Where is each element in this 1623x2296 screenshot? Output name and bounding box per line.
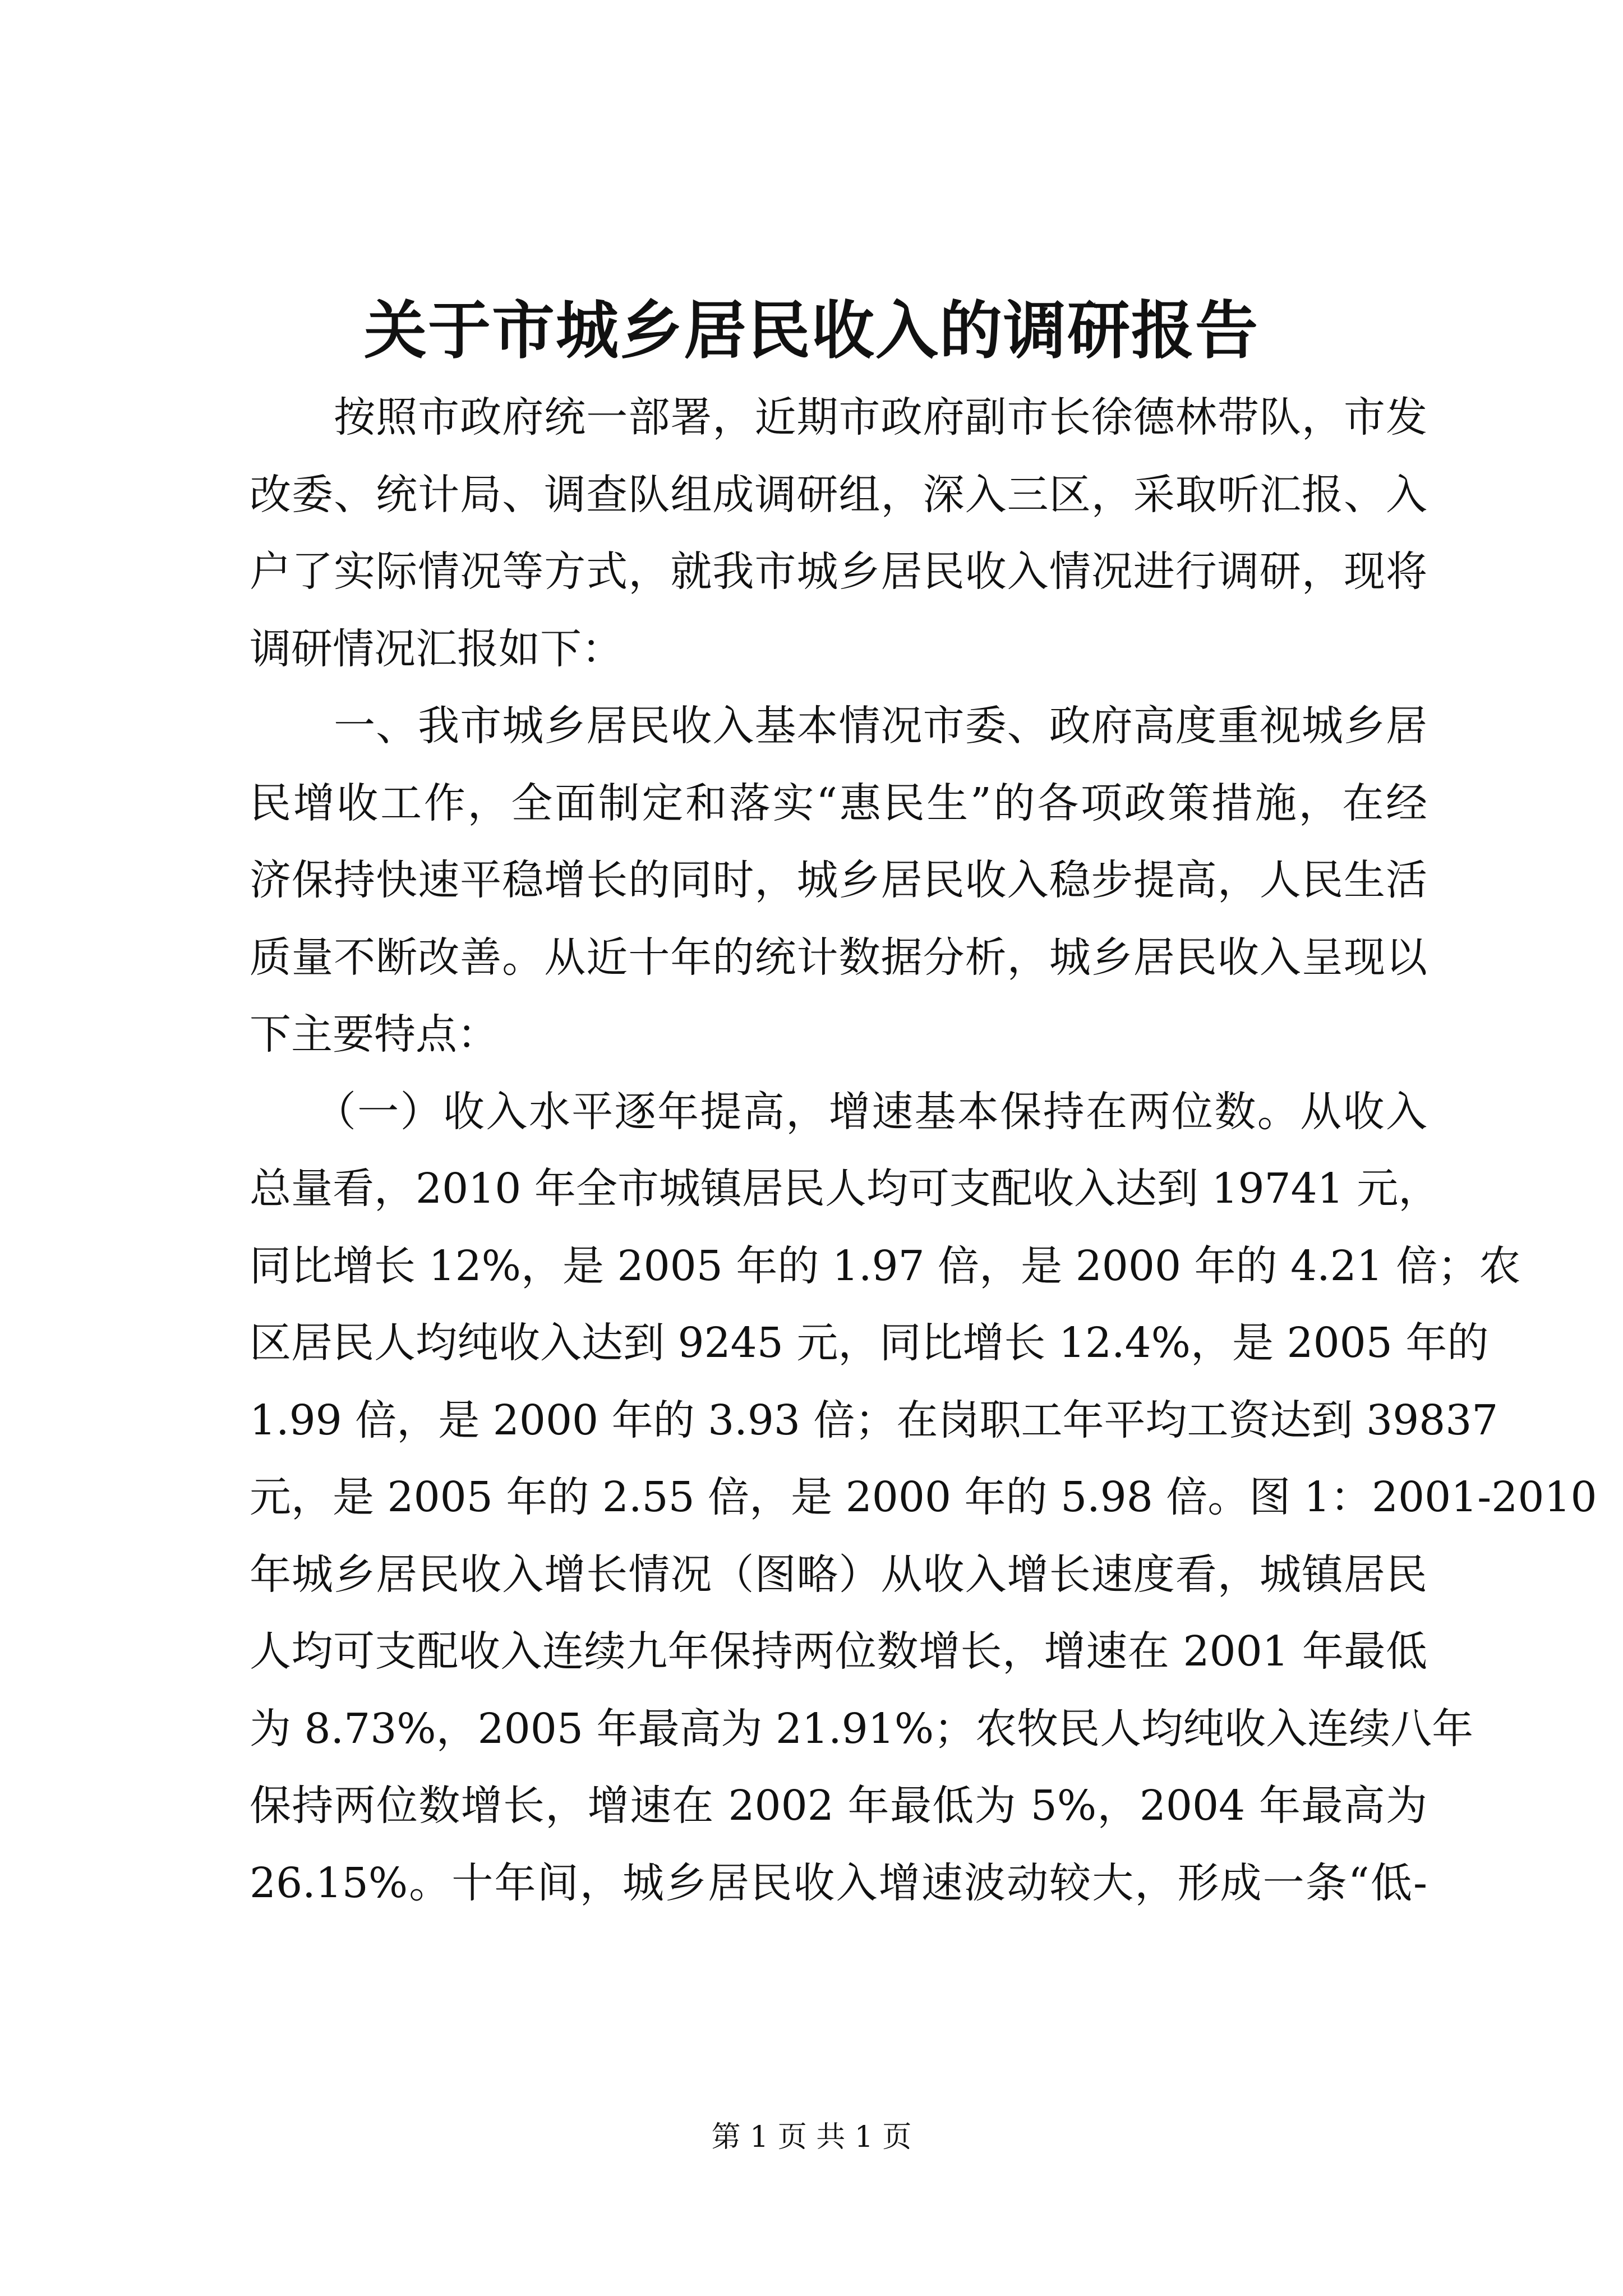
body-line: 人均可支配收入连续九年保持两位数增长，增速在 2001 年最低: [250, 1627, 1427, 1676]
body-line: 调研情况汇报如下：: [250, 624, 623, 673]
body-line: 民增收工作，全面制定和落实“惠民生”的各项政策措施，在经: [250, 779, 1427, 827]
body-line: 同比增长 12%，是 2005 年的 1.97 倍，是 2000 年的 4.21 倍；农: [250, 1241, 1521, 1290]
body-line: 一、我市城乡居民收入基本情况市委、政府高度重视城乡居: [250, 702, 1427, 750]
body-line: 元，是 2005 年的 2.55 倍，是 2000 年的 5.98 倍。图 1：2001-2010: [250, 1473, 1597, 1521]
body-line: 年城乡居民收入增长情况（图略）从收入增长速度看，城镇居民: [250, 1550, 1427, 1599]
page-footer: 第 1 页 共 1 页: [711, 2120, 912, 2154]
body-line: 户了实际情况等方式，就我市城乡居民收入情况进行调研，现将: [250, 547, 1427, 596]
body-line: 济保持快速平稳增长的同时，城乡居民收入稳步提高，人民生活: [250, 856, 1427, 904]
body-line: 为 8.73%，2005 年最高为 21.91%；农牧民人均纯收入连续八年: [250, 1704, 1474, 1753]
body-line: 按照市政府统一部署，近期市政府副市长徐德林带队，市发: [250, 393, 1427, 441]
body-line: 保持两位数增长，增速在 2002 年最低为 5%，2004 年最高为: [250, 1782, 1427, 1830]
body-line: 26.15%。十年间，城乡居民收入增速波动较大，形成一条“低-: [250, 1858, 1427, 1907]
document-body: [250, 379, 1597, 1922]
document-title: 关于市城乡居民收入的调研报告: [364, 294, 1259, 367]
body-line: 下主要特点：: [250, 1010, 499, 1059]
body-line: 总量看，2010 年全市城镇居民人均可支配收入达到 19741 元，: [250, 1165, 1440, 1213]
body-line: 质量不断改善。从近十年的统计数据分析，城乡居民收入呈现以: [250, 933, 1427, 982]
body-line: 1.99 倍，是 2000 年的 3.93 倍；在岗职工年平均工资达到 39837: [250, 1396, 1498, 1444]
body-line: （一）收入水平逐年提高，增速基本保持在两位数。从收入: [250, 1087, 1427, 1136]
body-line: 改委、统计局、调查队组成调研组，深入三区，采取听汇报、入: [250, 470, 1427, 519]
body-line: 区居民人均纯收入达到 9245 元，同比增长 12.4%，是 2005 年的: [250, 1319, 1489, 1367]
